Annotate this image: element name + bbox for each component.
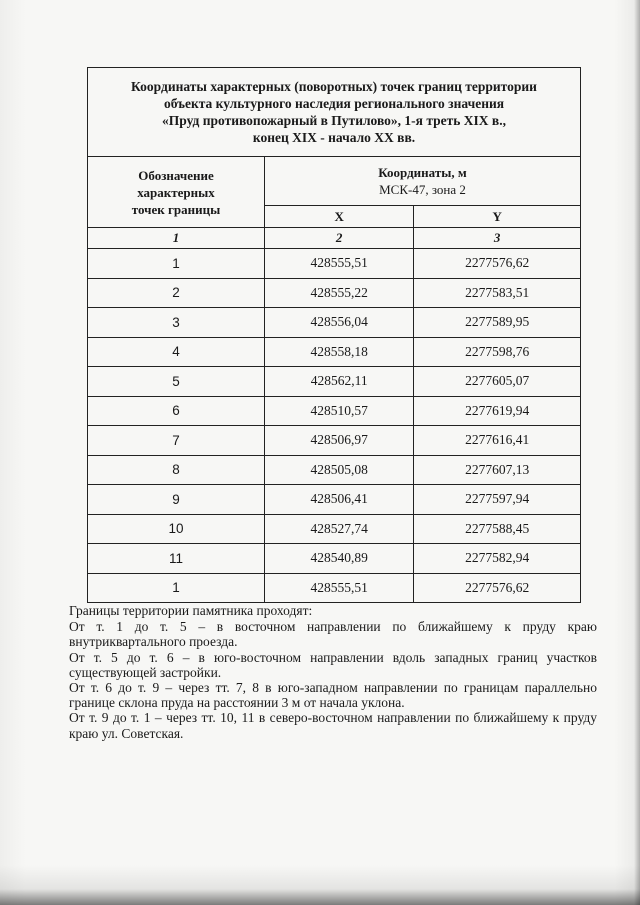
point-cell: 10 [88,514,265,544]
table-header-row [88,157,581,206]
y-cell: 2277576,62 [414,573,581,603]
description-paragraph-2: От т. 5 до т. 6 – в юго-восточном направлении вдоль западных границ участков существующей застройки. [69,649,597,680]
x-cell: 428562,11 [265,367,414,397]
header-coordinates-system: МСК-47, зона 2 [379,182,466,198]
point-cell: 7 [88,426,265,456]
axis-y-header: Y [414,206,581,228]
scan-edge-shadow [634,0,640,905]
table-title-line-2: объекта культурного наследия регионального значения [163,96,505,111]
x-cell: 428555,51 [265,573,414,603]
header-points [88,157,265,228]
scan-bottom-shadow [0,865,640,905]
x-cell: 428510,57 [265,396,414,426]
table-row [88,367,581,397]
point-cell: 6 [88,396,265,426]
x-cell: 428506,97 [265,426,414,456]
x-cell: 428540,89 [265,544,414,574]
header-coordinates-title: Координаты, м [378,165,467,181]
description-paragraph-4: От т. 9 до т. 1 – через тт. 10, 11 в северо-восточном направлении по ближайшему к пруду краю ул. Советская. [69,710,597,741]
header-points-line-2: характерных [137,184,215,200]
table-row [88,249,581,279]
x-cell: 428555,22 [265,278,414,308]
column-number-row [88,228,581,249]
axis-x-header: X [265,206,414,228]
table-row [88,308,581,338]
table-row [88,514,581,544]
table-row [88,455,581,485]
point-cell: 1 [88,573,265,603]
y-cell: 2277607,13 [414,455,581,485]
table-row [88,396,581,426]
point-cell: 9 [88,485,265,515]
table-row [88,337,581,367]
y-cell: 2277616,41 [414,426,581,456]
y-cell: 2277582,94 [414,544,581,574]
x-cell: 428505,08 [265,455,414,485]
table-title-line-4: конец XIX - начало XX вв. [252,130,416,145]
y-cell: 2277619,94 [414,396,581,426]
point-cell: 5 [88,367,265,397]
point-cell: 3 [88,308,265,338]
column-number-3: 3 [414,228,581,249]
point-cell: 1 [88,249,265,279]
description-paragraph-3: От т. 6 до т. 9 – через тт. 7, 8 в юго-западном направлении по границам параллельно границе склона пруда на расстоянии 3 м от начала уклона. [69,680,597,711]
coordinates-table [87,67,581,603]
point-cell: 4 [88,337,265,367]
point-cell: 2 [88,278,265,308]
table-title-row [88,68,581,157]
table-row [88,426,581,456]
table-row [88,544,581,574]
y-cell: 2277583,51 [414,278,581,308]
x-cell: 428558,18 [265,337,414,367]
table-title-line-3: «Пруд противопожарный в Путилово», 1-я треть XIX в., [162,113,506,128]
point-cell: 8 [88,455,265,485]
x-cell: 428506,41 [265,485,414,515]
header-coordinates [265,157,581,206]
table-row [88,485,581,515]
table-row [88,278,581,308]
y-cell: 2277589,95 [414,308,581,338]
boundary-description [69,603,597,741]
y-cell: 2277588,45 [414,514,581,544]
y-cell: 2277597,94 [414,485,581,515]
description-intro: Границы территории памятника проходят: [69,603,313,618]
column-number-1: 1 [88,228,265,249]
point-cell: 11 [88,544,265,574]
table-title [88,68,581,157]
header-points-line-1: Обозначение [138,167,214,183]
x-cell: 428527,74 [265,514,414,544]
header-points-line-3: точек границы [131,201,221,217]
y-cell: 2277598,76 [414,337,581,367]
x-cell: 428556,04 [265,308,414,338]
x-cell: 428555,51 [265,249,414,279]
table-row [88,573,581,603]
y-cell: 2277605,07 [414,367,581,397]
y-cell: 2277576,62 [414,249,581,279]
description-paragraph-1: От т. 1 до т. 5 – в восточном направлении по ближайшему к пруду краю внутриквартального проезда. [69,619,597,650]
column-number-2: 2 [265,228,414,249]
table-title-line-1: Координаты характерных (поворотных) точек границ территории [131,79,537,94]
